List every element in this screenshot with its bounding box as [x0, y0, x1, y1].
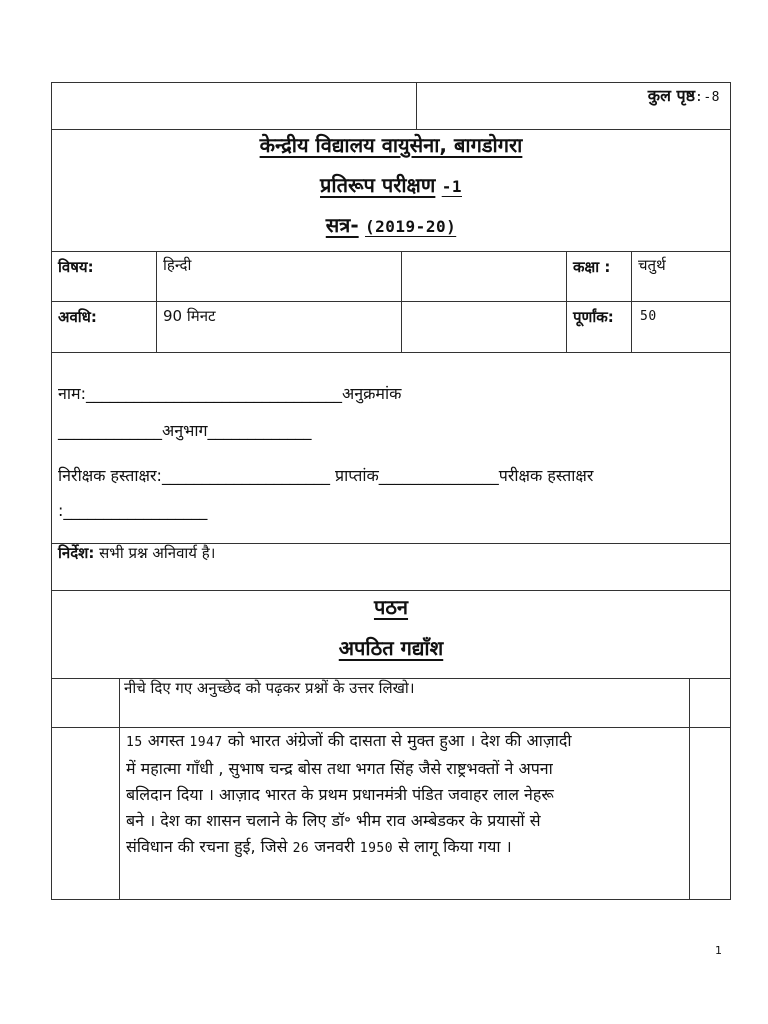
question-prompt: नीचे दिए गए अनुच्छेद को पढ़कर प्रश्नों के उत्तर लिखो। [124, 679, 415, 697]
title-block [51, 129, 731, 252]
passage-cell [119, 727, 690, 900]
header-right-cell [416, 82, 731, 130]
class-value-cell [631, 251, 731, 302]
instructions [58, 544, 215, 562]
examiner-signature-line: :__________________ [58, 501, 208, 520]
instructions-text: सभी प्रश्न अनिवार्य है। [99, 544, 216, 562]
signature-marks-line: निरीक्षक हस्ताक्षर:_____________________ प्राप्तांक_______________परीक्षक हस्ताक्षर [58, 466, 594, 485]
passage [126, 728, 572, 862]
subject-value-cell [156, 251, 402, 302]
q-marks-cell [689, 678, 731, 728]
max-marks-label: पूर्णांक: [573, 308, 614, 326]
class-label-cell [566, 251, 632, 302]
instructions-row [51, 543, 731, 591]
year-1: 1947 [189, 735, 223, 750]
blank-cell-2 [401, 301, 567, 353]
question-prompt-cell [119, 678, 690, 728]
max-marks-value: 50 [640, 309, 657, 324]
exam-number: -1 [441, 177, 462, 196]
section-line: _____________अनुभाग_____________ [58, 421, 312, 440]
q-number-cell [51, 678, 120, 728]
school-name: केन्द्रीय विद्यालय वायुसेना, बागडोगरा [259, 133, 523, 157]
header-left-cell [51, 82, 417, 130]
subject-value: हिन्दी [163, 256, 192, 274]
total-pages-label: कुल पृष्ठ [647, 86, 696, 105]
duration-value: 90 मिनट [163, 307, 216, 325]
duration-label-cell [51, 301, 157, 353]
duration-label: अवधि: [58, 308, 97, 326]
question-paper [51, 82, 731, 900]
section-subtitle: अपठित गद्याँश [338, 636, 444, 660]
page-number: 1 [715, 944, 722, 957]
exam-title [52, 173, 730, 197]
passage-number-cell [51, 727, 120, 900]
blank-cell-1 [401, 251, 567, 302]
passage-marks-cell [689, 727, 731, 900]
exam-name: प्रतिरूप परीक्षण [320, 173, 436, 197]
passage-text-5a: संविधान की रचना हुई, जिसे [126, 837, 288, 856]
total-pages [648, 86, 720, 106]
date-day-1: 15 [126, 735, 143, 750]
instructions-label: निर्देश: [58, 544, 95, 562]
class-label: कक्षा : [573, 258, 611, 276]
passage-line-3: बलिदान दिया । आज़ाद भारत के प्रथम प्रधानमंत्री पंडित जवाहर लाल नेहरू [126, 785, 554, 804]
passage-text-1: को भारत अंग्रेजों की दासता से मुक्त हुआ । देश की आज़ादी [227, 731, 572, 750]
passage-text-5b: से लागू किया गया । [398, 837, 512, 856]
section-title: पठन [373, 595, 409, 619]
name-roll-line: नाम:________________________________अनुक्रमांक [58, 384, 402, 403]
date-day-2: 26 [292, 841, 310, 856]
passage-line-2: में महात्मा गाँधी , सुभाष चन्द्र बोस तथा भगत सिंह जैसे राष्ट्रभक्तों ने अपना [126, 759, 553, 778]
marks-value-cell [631, 301, 731, 353]
subject-label-cell [51, 251, 157, 302]
month-2: जनवरी [314, 837, 355, 856]
passage-line-1 [126, 728, 572, 756]
duration-value-cell [156, 301, 402, 353]
passage-line-5 [126, 834, 572, 862]
section-heading [51, 590, 731, 679]
subject-label: विषय: [58, 258, 94, 276]
session-label: सत्र- [325, 213, 359, 237]
passage-line-4: बने । देश का शासन चलाने के लिए डॉ॰ भीम राव अम्बेडकर के प्रयासों से [126, 811, 541, 830]
total-pages-value: :-8 [695, 90, 720, 105]
month-1: अगस्त [147, 731, 185, 750]
year-2: 1950 [359, 841, 394, 856]
marks-label-cell [566, 301, 632, 353]
student-details [51, 352, 731, 544]
session [52, 213, 730, 237]
session-value: (2019-20) [365, 217, 457, 236]
class-value: चतुर्थ [638, 256, 666, 274]
